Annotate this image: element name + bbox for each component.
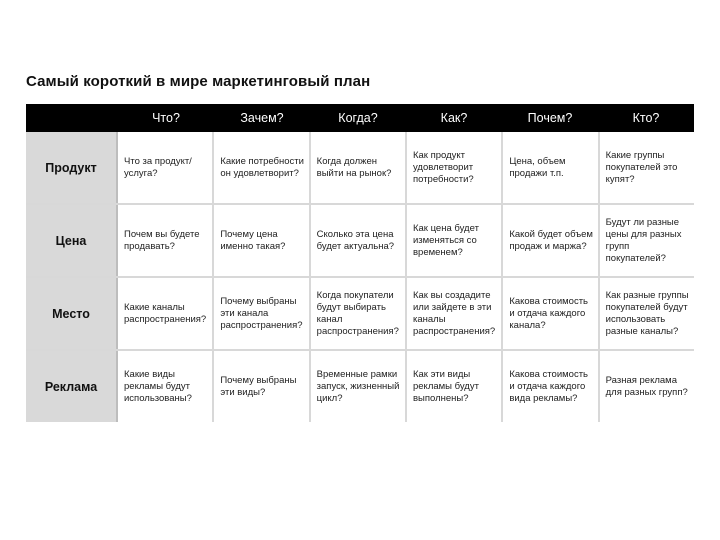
- table-cell: Как продукт удовлетворит потребности?: [407, 132, 503, 203]
- table-row-promotion: [26, 351, 694, 422]
- table-cell: Временные рамки запуск, жизненный цикл?: [311, 351, 407, 422]
- column-header-when: Когда?: [338, 111, 378, 125]
- row-label-place: Место: [26, 278, 118, 349]
- column-header-how: Как?: [440, 111, 468, 125]
- table-row-place: [26, 278, 694, 351]
- table-cell: Почему выбраны эти виды?: [214, 351, 310, 422]
- table-cell: Какова стоимость и отдача каждого вида рекламы?: [503, 351, 599, 422]
- column-header-what: Что?: [152, 111, 180, 125]
- row-label-product: Продукт: [26, 132, 118, 203]
- column-header-who: Кто?: [632, 111, 660, 125]
- row-label-price: Цена: [26, 205, 118, 276]
- table-row-product: [26, 132, 694, 205]
- column-header-why: Зачем?: [240, 111, 284, 125]
- table-cell: Какие группы покупателей это купят?: [605, 149, 678, 185]
- table-header: [26, 104, 694, 132]
- table-cell: Что за продукт/услуга?: [118, 132, 214, 203]
- header-corner: [26, 104, 118, 132]
- table-cell: Будут ли разные цены для разных групп покупателей?: [605, 216, 682, 264]
- table-cell: Какой будет объем продаж и маржа?: [503, 205, 599, 276]
- table-cell: Разная реклама для разных групп?: [605, 374, 688, 398]
- table-cell: Как эти виды рекламы будут выполнены?: [407, 351, 503, 422]
- table-cell: Как разные группы покупателей будут использовать разные каналы?: [605, 289, 689, 337]
- table-row-price: [26, 205, 694, 278]
- table-cell: Какие потребности он удовлетворит?: [214, 132, 310, 203]
- table-cell: Как вы создадите или зайдете в эти каналы распространения?: [407, 278, 503, 349]
- table-cell: Когда должен выйти на рынок?: [311, 132, 407, 203]
- table-cell: Какие каналы распространения?: [118, 278, 214, 349]
- table-cell: Цена, объем продажи т.п.: [503, 132, 599, 203]
- table-cell: Как цена будет изменяться со временем?: [407, 205, 503, 276]
- table-cell: Сколько эта цена будет актуальна?: [311, 205, 407, 276]
- table-cell: Какие виды рекламы будут использованы?: [118, 351, 214, 422]
- column-header-price: Почем?: [527, 111, 573, 125]
- marketing-plan-table: [26, 104, 694, 422]
- table-cell: Почему выбраны эти канала распространения?: [214, 278, 310, 349]
- row-label-promotion: Реклама: [26, 351, 118, 422]
- table-cell: Когда покупатели будут выбирать канал распространения?: [311, 278, 407, 349]
- table-cell: Почему цена именно такая?: [214, 205, 310, 276]
- table-cell: Почем вы будете продавать?: [118, 205, 214, 276]
- page-title: Самый короткий в мире маркетинговый план: [26, 73, 371, 90]
- table-cell: Какова стоимость и отдача каждого канала?: [503, 278, 599, 349]
